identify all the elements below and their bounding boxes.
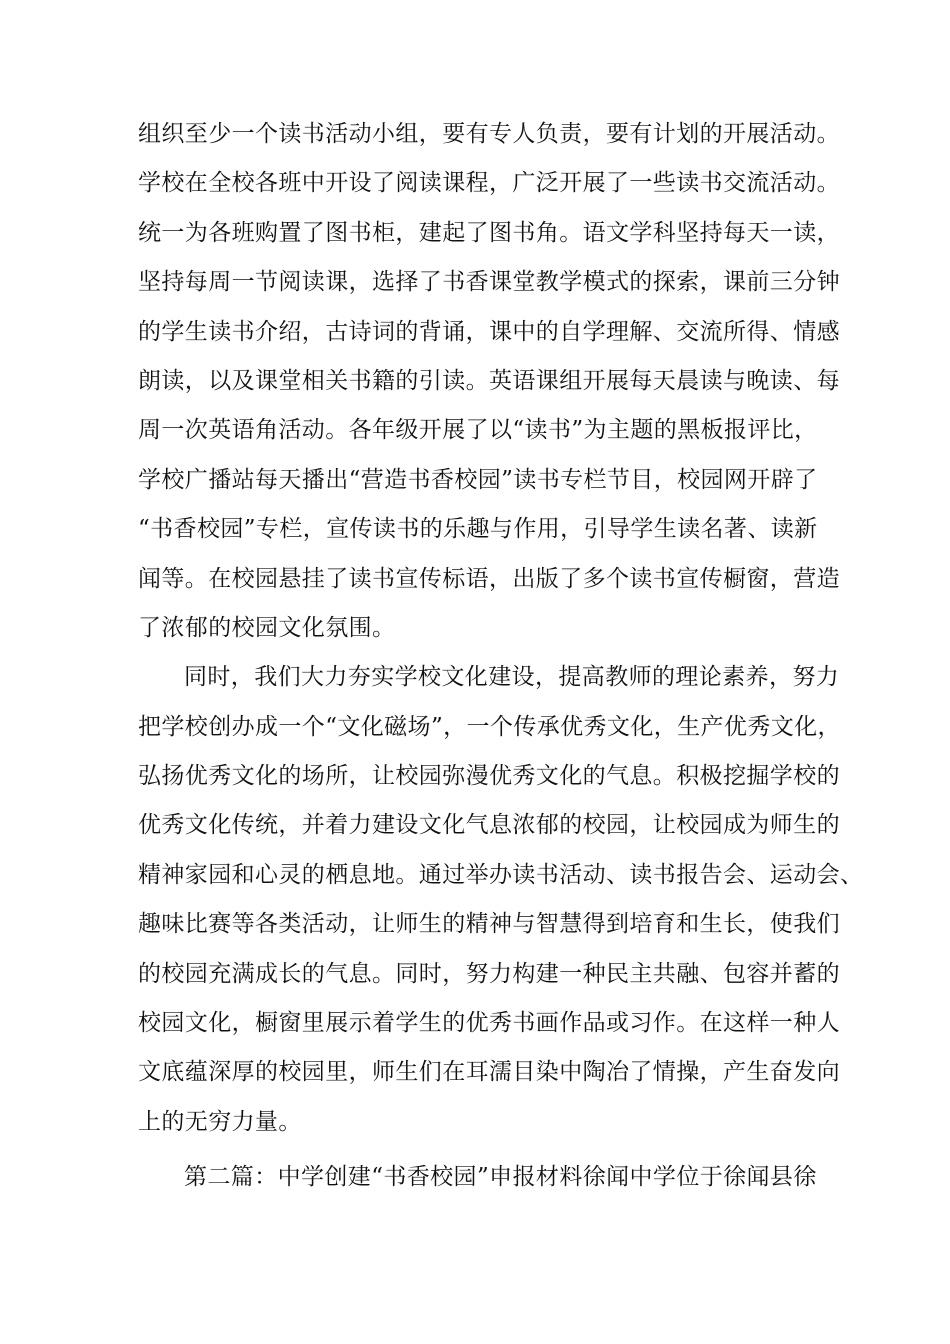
text-line: 第二篇：中学创建“书香校园”申报材料徐闻中学位于徐闻县徐 [184, 1164, 817, 1191]
text-line: 的学生读书介绍，古诗词的背诵，课中的自学理解、交流所得、情感 [138, 318, 840, 345]
text-line: 趣味比赛等各类活动，让师生的精神与智慧得到培育和生长，使我们 [138, 911, 840, 938]
text-line: 同时，我们大力夯实学校文化建设，提高教师的理论素养，努力 [184, 664, 840, 691]
text-line: 精神家园和心灵的栖息地。通过举办读书活动、读书报告会、运动会、 [138, 861, 864, 888]
text-line: 的校园充满成长的气息。同时，努力构建一种民主共融、包容并蓄的 [138, 960, 840, 987]
text-line: 了浓郁的校园文化氛围。 [138, 614, 396, 641]
text-line: 坚持每周一节阅读课，选择了书香课堂教学模式的探索，课前三分钟 [138, 269, 840, 296]
text-line: 学校在全校各班中开设了阅读课程，广泛开展了一些读书交流活动。 [138, 170, 840, 197]
text-line: 优秀文化传统，并着力建设文化气息浓郁的校园，让校园成为师生的 [138, 812, 840, 839]
text-line: 文底蕴深厚的校园里，师生们在耳濡目染中陶冶了情操，产生奋发向 [138, 1059, 840, 1086]
document-body [138, 110, 864, 1203]
text-line: 朗读，以及课堂相关书籍的引读。英语课组开展每天晨读与晚读、每 [138, 367, 840, 394]
text-line: 上的无穷力量。 [138, 1108, 302, 1135]
text-line: “书香校园”专栏，宣传读书的乐趣与作用，引导学生读名著、读新 [138, 516, 818, 543]
text-line: 周一次英语角活动。各年级开展了以“读书”为主题的黑板报评比， [138, 417, 818, 444]
text-line: 组织至少一个读书活动小组，要有专人负责，要有计划的开展活动。 [138, 121, 840, 147]
text-line: 把学校创办成一个“文化磁场”，一个传承优秀文化，生产优秀文化， [138, 713, 841, 740]
text-line: 统一为各班购置了图书柜，建起了图书角。语文学科坚持每天一读， [138, 219, 840, 246]
text-line: 校园文化，橱窗里展示着学生的优秀书画作品或习作。在这样一种人 [138, 1010, 840, 1037]
text-line: 学校广播站每天播出“营造书香校园”读书专栏节目，校园网开辟了 [138, 466, 818, 493]
paragraph-2 [138, 653, 864, 1147]
paragraph-3 [138, 1153, 838, 1202]
text-line: 弘扬优秀文化的场所，让校园弥漫优秀文化的气息。积极挖掘学校的 [138, 763, 840, 790]
paragraph-1 [138, 110, 838, 653]
text-line: 闻等。在校园悬挂了读书宣传标语，出版了多个读书宣传橱窗，营造 [138, 565, 840, 592]
